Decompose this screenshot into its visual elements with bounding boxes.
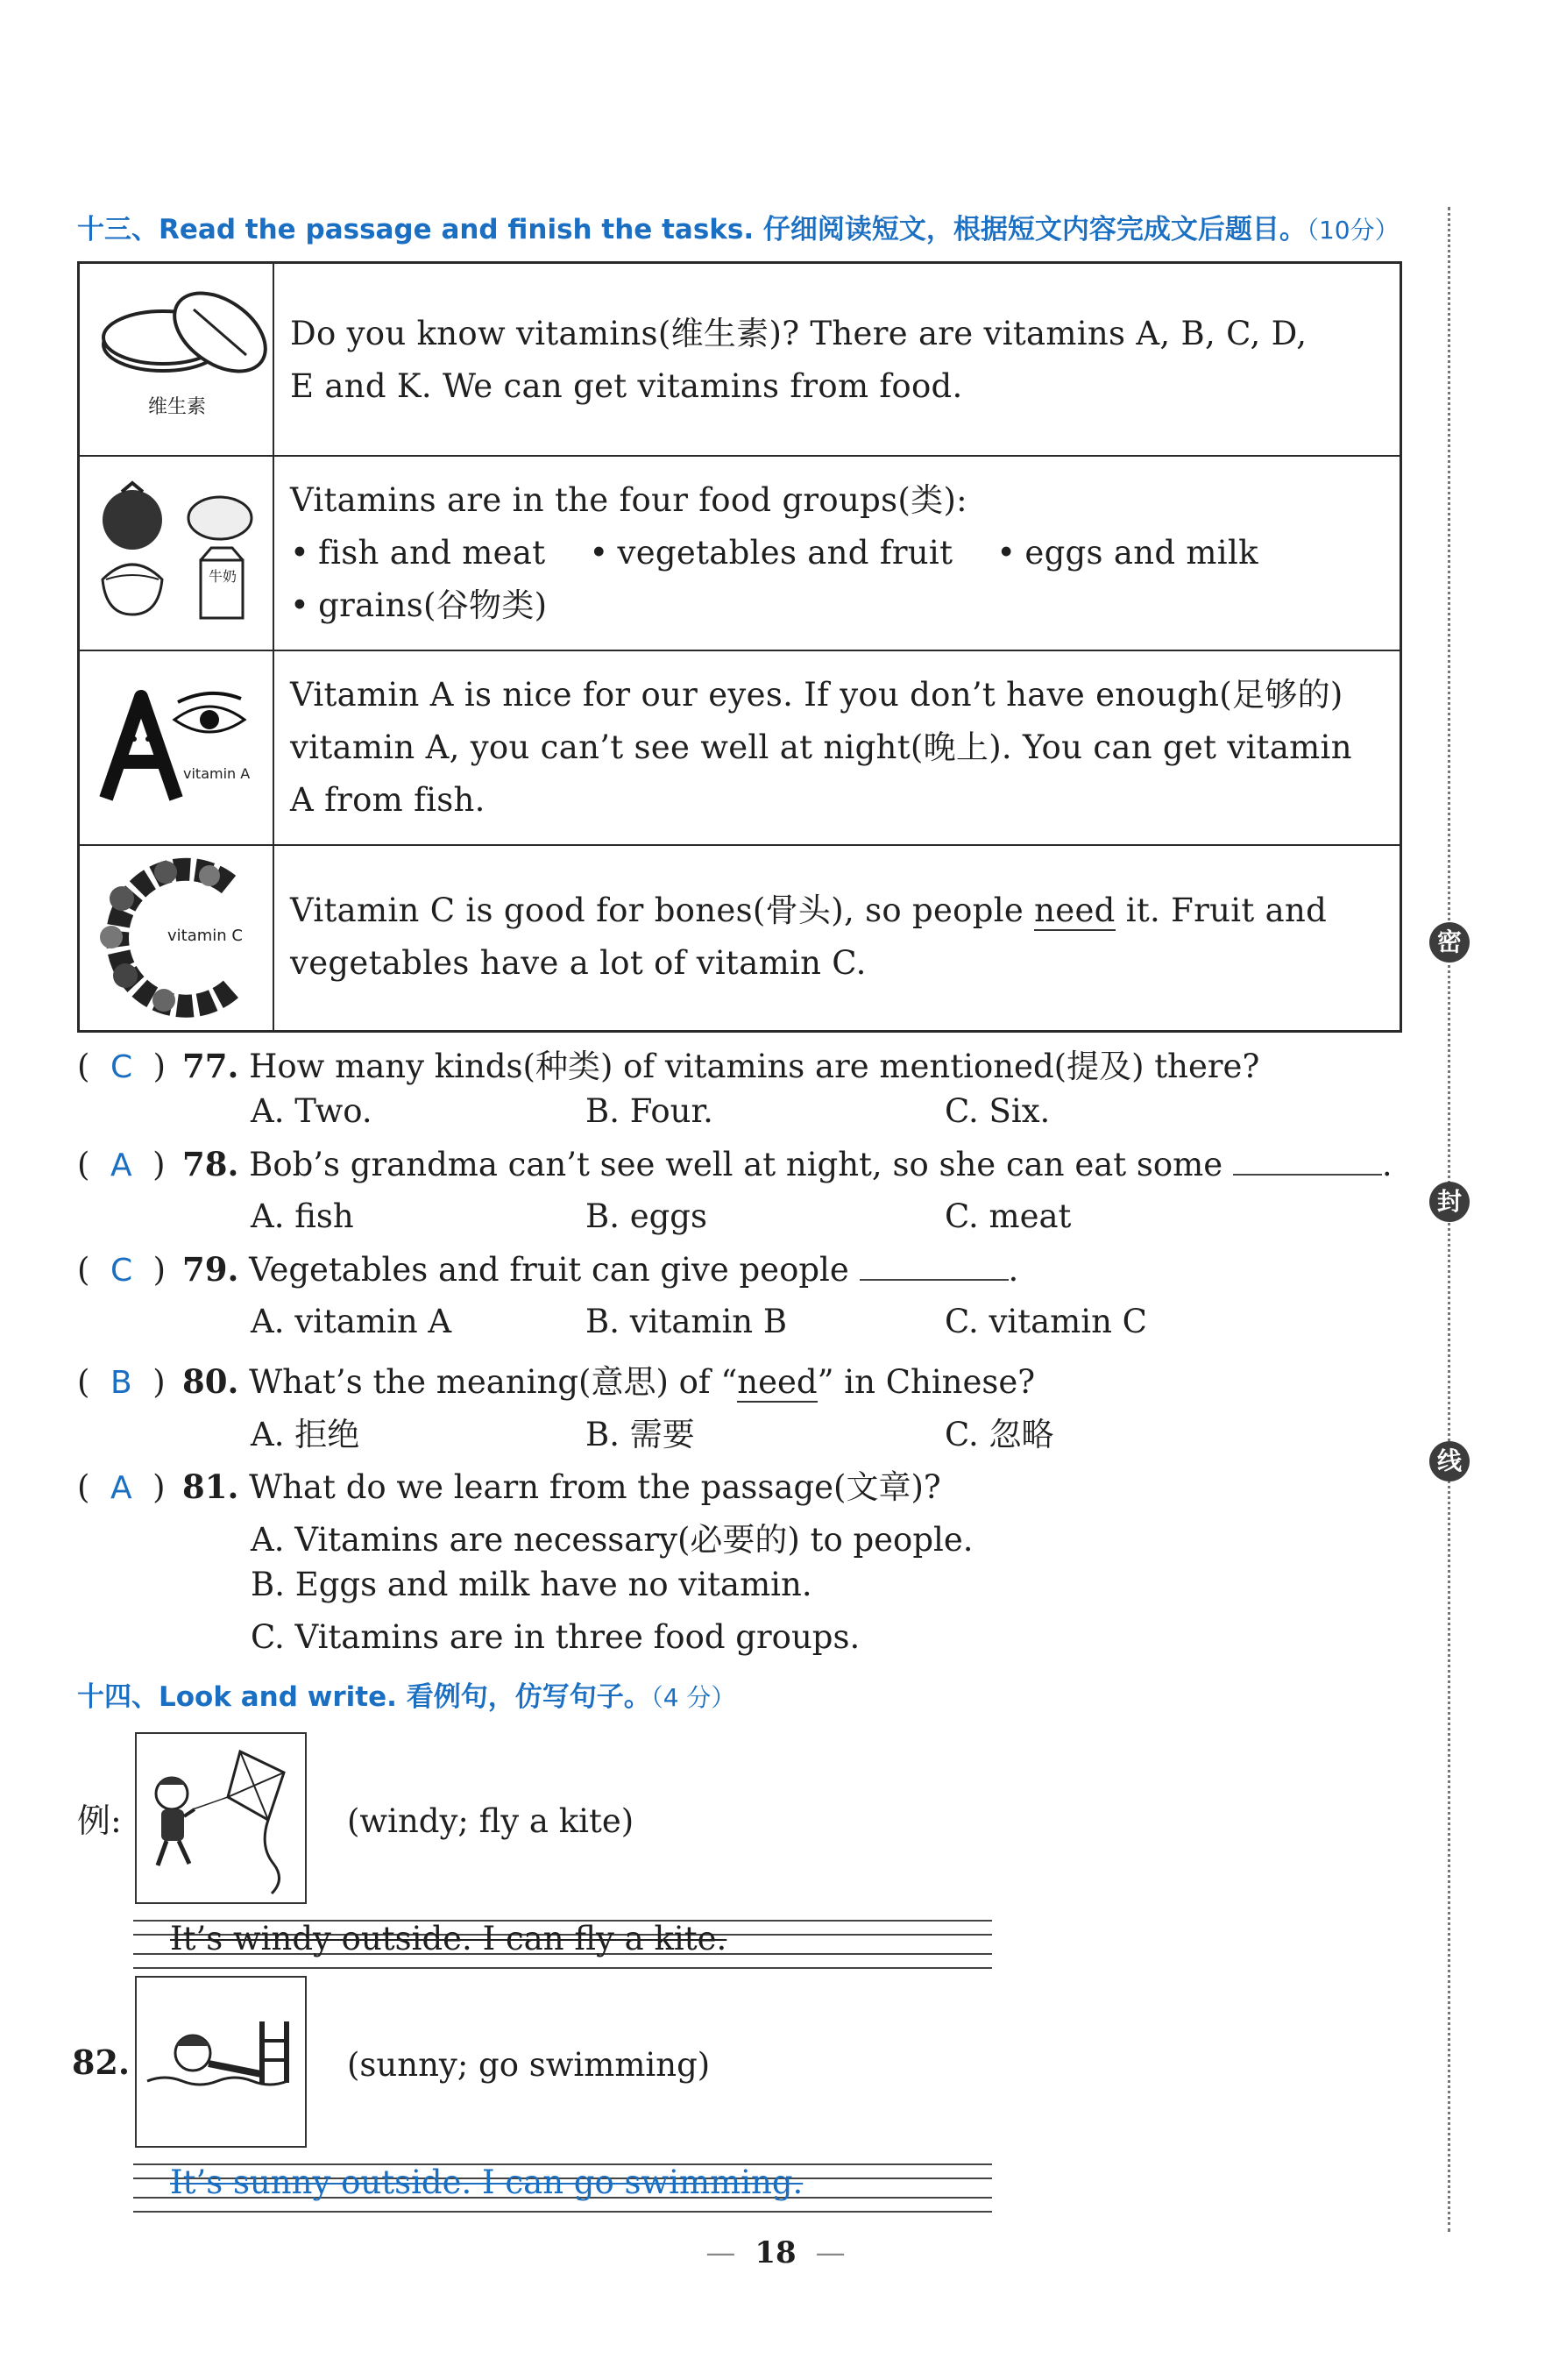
passage-line: vitamin A, you can’t see well at night(晚上). You can get vitamin xyxy=(290,728,1352,766)
option-b: B. eggs xyxy=(585,1197,707,1235)
question-81 xyxy=(77,1460,941,1508)
answer-parens: ( A ) xyxy=(77,1146,166,1183)
section-14-title: 十四、Look and write. 看例句，仿写句子。 xyxy=(77,1681,651,1713)
vitamin-c-label: vitamin C xyxy=(167,927,243,945)
answer-blank[interactable] xyxy=(860,1253,1009,1281)
option-a: A. fish xyxy=(251,1197,354,1235)
question-text: Vegetables and fruit can give people xyxy=(249,1251,849,1289)
passage-row-4-text xyxy=(290,885,1389,990)
period: . xyxy=(1381,1146,1393,1183)
question-text: Bob’s grandma can’t see well at night, so she can eat some xyxy=(249,1146,1223,1183)
filled-answer: C xyxy=(110,1049,133,1085)
question-78 xyxy=(77,1145,1393,1183)
answer-parens: ( A ) xyxy=(77,1468,166,1506)
question-82-picture xyxy=(135,1976,307,2148)
answer-parens: ( B ) xyxy=(77,1363,166,1401)
option-a: A. 拒绝 xyxy=(251,1416,360,1453)
answer-parens: ( C ) xyxy=(77,1048,167,1085)
section-13-title: 十三、Read the passage and finish the tasks. 仔细阅读短文，根据短文内容完成文后题目。 xyxy=(77,214,1307,245)
food-group-item: • eggs and milk xyxy=(996,527,1258,579)
answer-blank[interactable] xyxy=(1233,1147,1382,1176)
binding-mark-feng: 封 xyxy=(1429,1182,1470,1222)
option-c: C. 忽略 xyxy=(945,1416,1054,1453)
underlined-word-need: need xyxy=(737,1363,818,1401)
section-14-heading xyxy=(77,1674,1444,1714)
passage-row-2 xyxy=(80,457,1400,651)
passage-line: Vitamins are in the four food groups(类): xyxy=(290,481,967,519)
question-number: 77. xyxy=(182,1047,239,1085)
example-cue: (windy; fly a kite) xyxy=(347,1802,634,1840)
question-82-number: 82. xyxy=(72,2043,131,2082)
passage-line: vegetables have a lot of vitamin C. xyxy=(290,944,867,982)
food-group-item: • grains(谷物类) xyxy=(290,579,1389,632)
underlined-word-need: need xyxy=(1034,892,1116,929)
question-82-cue: (sunny; go swimming) xyxy=(347,2046,711,2084)
question-text: How many kinds(种类) of vitamins are mentioned(提及) there? xyxy=(249,1048,1260,1085)
section-13-heading xyxy=(77,207,1444,246)
passage-line: A from fish. xyxy=(290,781,485,819)
question-number: 81. xyxy=(182,1467,239,1506)
passage-row-2-picture xyxy=(80,457,274,650)
option-c: C. vitamin C xyxy=(945,1303,1147,1340)
option-b: B. Four. xyxy=(585,1092,713,1130)
question-80 xyxy=(77,1355,1035,1403)
question-number: 78. xyxy=(182,1145,239,1183)
passage-row-1-picture xyxy=(80,264,274,455)
question-number: 79. xyxy=(182,1250,239,1289)
option-a: A. Vitamins are necessary(必要的) to people. xyxy=(251,1521,974,1559)
passage-line: Vitamin A is nice for our eyes. If you don’t have enough(足够的) xyxy=(290,676,1343,714)
vitamin-pills-icon xyxy=(80,264,273,457)
food-group-list xyxy=(290,527,1389,579)
option-b: B. vitamin B xyxy=(585,1303,788,1340)
question-text: ” in Chinese? xyxy=(817,1363,1036,1401)
filled-answer: C xyxy=(110,1253,133,1289)
boy-swimming-icon xyxy=(137,1978,305,2146)
passage-line: Do you know vitamins(维生素)? There are vitamins A, B, C, D, xyxy=(290,315,1308,352)
question-text: What do we learn from the passage(文章)? xyxy=(249,1468,941,1506)
passage-text: it. Fruit and xyxy=(1115,892,1328,929)
binding-mark-mi: 密 xyxy=(1429,922,1470,963)
question-text: What’s the meaning(意思) of “ xyxy=(249,1363,738,1401)
milk-carton-label: 牛奶 xyxy=(209,568,237,585)
passage-line: E and K. We can get vitamins from food. xyxy=(290,367,963,405)
boy-flying-kite-icon xyxy=(137,1734,305,1902)
question-82-answer[interactable]: It’s sunny outside. I can go swimming. xyxy=(170,2163,804,2201)
vitamin-a-label: vitamin A xyxy=(183,765,251,782)
option-c: C. Six. xyxy=(945,1092,1051,1130)
option-b: B. 需要 xyxy=(585,1416,695,1453)
passage-row-3 xyxy=(80,651,1400,846)
question-77 xyxy=(77,1040,1259,1087)
section-13-points: （10分） xyxy=(1306,216,1400,245)
option-a: A. vitamin A xyxy=(251,1303,452,1340)
example-picture xyxy=(135,1732,307,1904)
filled-answer: B xyxy=(110,1365,132,1401)
option-a: A. Two. xyxy=(251,1092,372,1130)
passage-row-4 xyxy=(80,846,1400,1030)
passage-text: Vitamin C is good for bones(骨头), so people xyxy=(290,892,1035,929)
food-groups-icon xyxy=(80,457,273,651)
answer-parens: ( C ) xyxy=(77,1251,167,1289)
passage-row-2-text xyxy=(290,474,1389,632)
vitamin-pills-label: 维生素 xyxy=(148,396,207,418)
example-label: 例: xyxy=(77,1801,122,1840)
filled-answer: A xyxy=(110,1470,132,1506)
passage-row-3-picture xyxy=(80,651,274,844)
passage-line xyxy=(290,885,1389,937)
option-b: B. Eggs and milk have no vitamin. xyxy=(251,1566,812,1603)
passage-row-1 xyxy=(80,264,1400,457)
section-14-points: （4 分） xyxy=(650,1683,736,1712)
option-c: C. meat xyxy=(945,1197,1072,1235)
page-number: — 18 — xyxy=(705,2235,846,2270)
vitamin-a-eye-icon xyxy=(80,651,273,846)
example-answer: It’s windy outside. I can fly a kite. xyxy=(170,1920,727,1957)
page-number-value: 18 xyxy=(755,2235,797,2270)
food-group-item: • vegetables and fruit xyxy=(589,527,953,579)
passage-table xyxy=(77,261,1402,1033)
period: . xyxy=(1008,1251,1019,1289)
passage-row-4-picture xyxy=(80,846,274,1030)
food-group-item: • fish and meat xyxy=(290,527,545,579)
passage-row-1-text xyxy=(290,308,1389,413)
question-79 xyxy=(77,1250,1018,1289)
passage-row-3-text xyxy=(290,669,1389,827)
question-number: 80. xyxy=(182,1362,239,1401)
option-c: C. Vitamins are in three food groups. xyxy=(251,1618,861,1656)
binding-mark-xian: 线 xyxy=(1429,1441,1470,1481)
filled-answer: A xyxy=(110,1147,132,1183)
